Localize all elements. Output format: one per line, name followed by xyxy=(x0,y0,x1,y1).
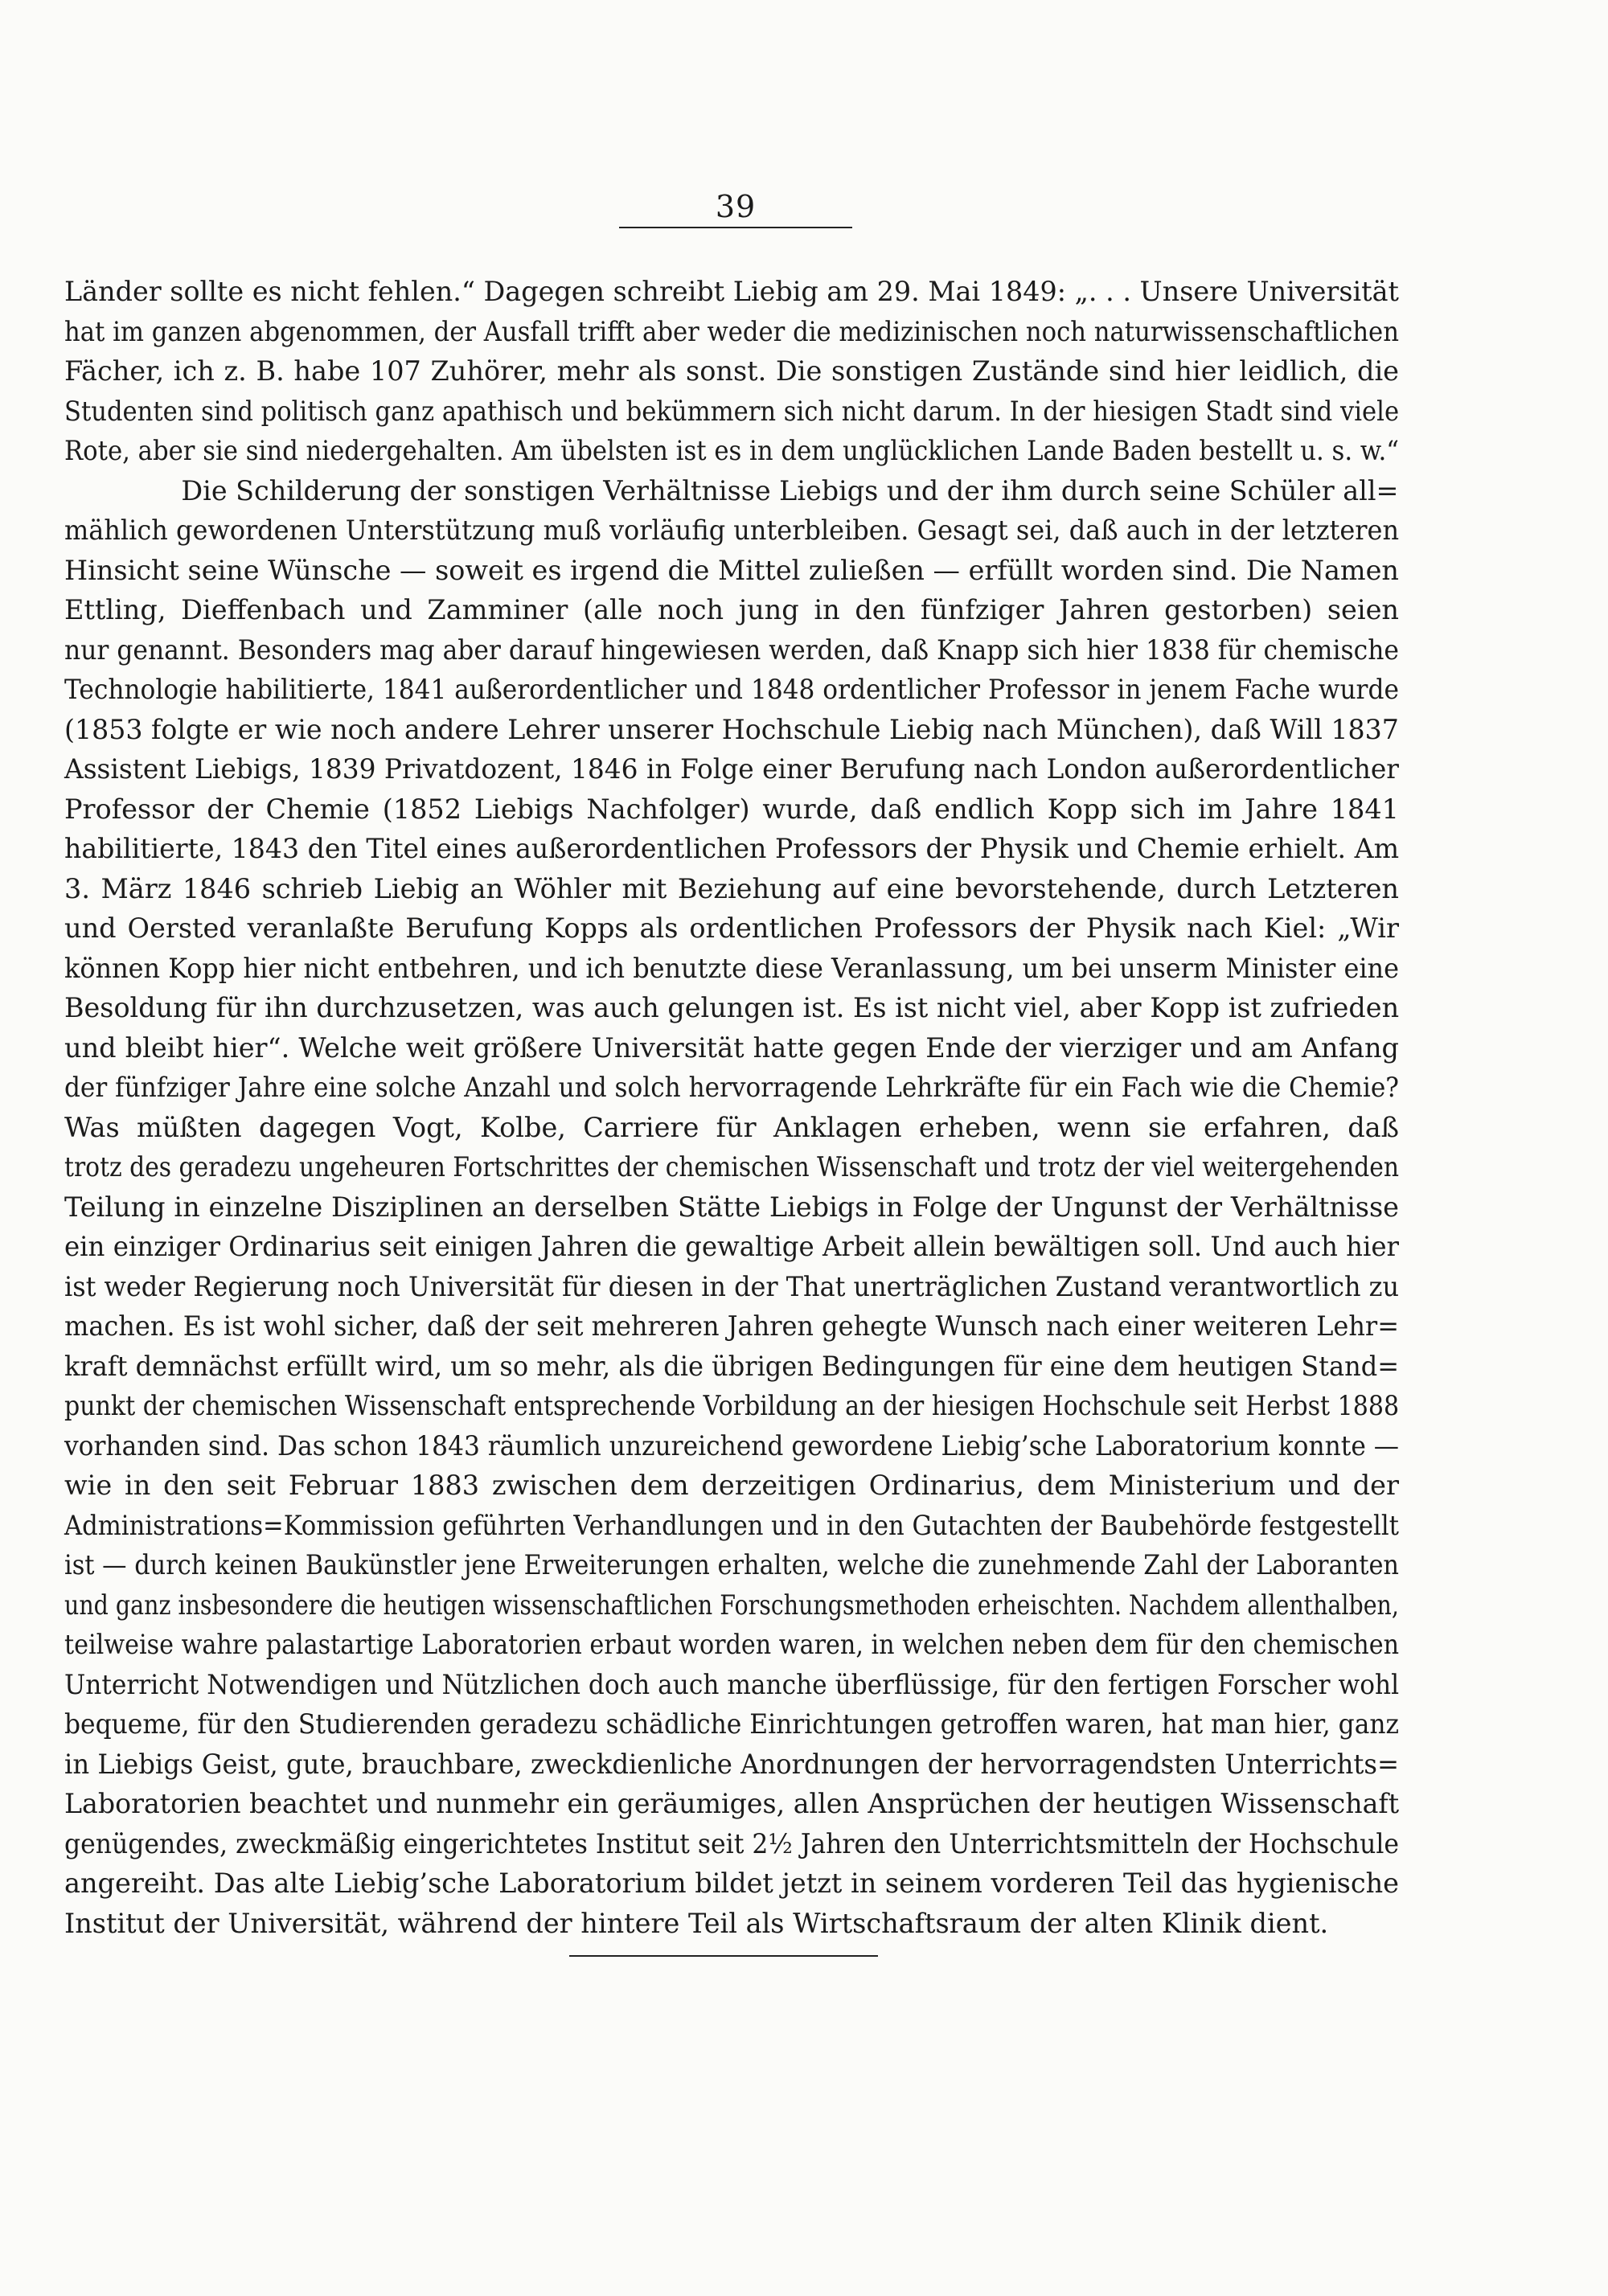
footer-rule xyxy=(569,1955,878,1957)
text-line: Länder sollte es nicht fehlen.“ Dagegen schreibt Liebig am 29. Mai 1849: „. . . Unsere Universität xyxy=(64,276,1399,307)
text-line: und Oersted veranlaßte Berufung Kopps als ordentlichen Professors der Physik nach Kiel: „Wir xyxy=(64,912,1399,944)
text-line: Die Schilderung der sonstigen Verhältnisse Liebigs und der ihm durch seine Schüler all= xyxy=(181,474,1399,506)
text-line: Teilung in einzelne Disziplinen an derselben Stätte Liebigs in Folge der Ungunst der Verhältnisse xyxy=(64,1191,1399,1223)
text-line: habilitierte, 1843 den Titel eines außerordentlichen Professors der Physik und Chemie erhielt. Am xyxy=(64,833,1400,864)
text-line: bequeme, für den Studierenden geradezu schädliche Einrichtungen getroffen waren, hat man hier, ganz xyxy=(64,1708,1400,1740)
text-line: der fünfziger Jahre eine solche Anzahl und solch hervorragende Lehrkräfte für ein Fach wie die Chemie? xyxy=(64,1072,1399,1103)
text-line: Rote, aber sie sind niedergehalten. Am übelsten ist es in dem unglücklichen Lande Baden bestellt u. s. w.“ xyxy=(64,435,1399,466)
text-line: kraft demnächst erfüllt wird, um so mehr, als die übrigen Bedingungen für eine dem heutigen Stand= xyxy=(64,1350,1400,1382)
text-line: Was müßten dagegen Vogt, Kolbe, Carriere für Anklagen erheben, wenn sie erfahren, daß xyxy=(64,1111,1399,1143)
text-line: Institut der Universität, während der hintere Teil als Wirtschaftsraum der alten Klinik dient. xyxy=(64,1907,1329,1939)
text-line: punkt der chemischen Wissenschaft entsprechende Vorbildung an der hiesigen Hochschule seit Herbst 1888 xyxy=(64,1390,1400,1421)
page-number: 39 xyxy=(715,189,757,224)
text-line: vorhanden sind. Das schon 1843 räumlich unzureichend gewordene Liebig’sche Laboratorium konnte — xyxy=(64,1429,1400,1462)
text-line: Fächer, ich z. B. habe 107 Zuhörer, mehr als sonst. Die sonstigen Zustände sind hier leidlich, die xyxy=(64,355,1399,387)
text-line: genügendes, zweckmäßig eingerichtetes Institut seit 2½ Jahren den Unterrichtsmitteln der Hochschule xyxy=(64,1827,1400,1859)
text-line: machen. Es ist wohl sicher, daß der seit mehreren Jahren gehegte Wunsch nach einer weiteren Lehr= xyxy=(64,1310,1400,1342)
text-line: (1853 folgte er wie noch andere Lehrer unserer Hochschule Liebig nach München), daß Will 1837 xyxy=(64,713,1399,745)
text-line: trotz des geradezu ungeheuren Fortschrittes der chemischen Wissenschaft und trotz der viel weitergehenden xyxy=(64,1151,1400,1183)
text-line: Unterricht Notwendigen und Nützlichen doch auch manche überflüssige, für den fertigen Forscher wohl xyxy=(64,1668,1400,1700)
header-rule xyxy=(619,227,852,228)
body-text xyxy=(64,272,1399,1943)
text-line: können Kopp hier nicht entbehren, und ich benutzte diese Veranlassung, um bei unserm Minister eine xyxy=(64,952,1399,984)
text-line: Studenten sind politisch ganz apathisch und bekümmern sich nicht darum. In der hiesigen Stadt sind viele xyxy=(64,395,1400,427)
text-line: Administrations=Kommission geführten Verhandlungen und in den Gutachten der Baubehörde festgestellt xyxy=(64,1509,1399,1541)
text-line: in Liebigs Geist, gute, brauchbare, zweckdienliche Anordnungen der hervorragendsten Unterrichts= xyxy=(64,1748,1400,1780)
text-line: wie in den seit Februar 1883 zwischen dem derzeitigen Ordinarius, dem Ministerium und der xyxy=(64,1470,1399,1501)
text-line: mählich gewordenen Unterstützung muß vorläufig unterbleiben. Gesagt sei, daß auch in der letzteren xyxy=(64,515,1400,546)
text-line: Professor der Chemie (1852 Liebigs Nachfolger) wurde, daß endlich Kopp sich im Jahre 1841 xyxy=(64,793,1399,825)
text-line: ein einziger Ordinarius seit einigen Jahren die gewaltige Arbeit allein bewältigen soll. Und auch hier xyxy=(64,1231,1400,1262)
text-line: Technologie habilitierte, 1841 außerordentlicher und 1848 ordentlicher Professor in jenem Fache wurde xyxy=(64,674,1399,705)
text-line: angereiht. Das alte Liebig’sche Laboratorium bildet jetzt in seinem vorderen Teil das hygienische xyxy=(64,1868,1399,1899)
text-line: ist weder Regierung noch Universität für diesen in der That unerträglichen Zustand verantwortlich zu xyxy=(64,1270,1400,1302)
text-line: Ettling, Dieffenbach und Zamminer (alle noch jung in den fünfziger Jahren gestorben) seien xyxy=(64,594,1399,625)
text-line: teilweise wahre palastartige Laboratorien erbaut worden waren, in welchen neben dem für den chemischen xyxy=(64,1629,1400,1660)
text-line: Hinsicht seine Wünsche — soweit es irgend die Mittel zuließen — erfüllt worden sind. Die Namen xyxy=(64,554,1399,586)
text-line: nur genannt. Besonders mag aber darauf hingewiesen werden, daß Knapp sich hier 1838 für chemische xyxy=(64,633,1399,666)
text-line: und ganz insbesondere die heutigen wissenschaftlichen Forschungsmethoden erheischten. Nachdem allenthalben, xyxy=(64,1589,1399,1621)
text-line: und bleibt hier“. Welche weit größere Universität hatte gegen Ende der vierziger und am Anfang xyxy=(64,1031,1399,1064)
text-line: hat im ganzen abgenommen, der Ausfall trifft aber weder die medizinischen noch naturwissenschaftlichen xyxy=(64,315,1399,347)
text-line: Besoldung für ihn durchzusetzen, was auch gelungen ist. Es ist nicht viel, aber Kopp ist zufrieden xyxy=(64,992,1400,1023)
text-line: Assistent Liebigs, 1839 Privatdozent, 1846 in Folge einer Berufung nach London außerordentlicher xyxy=(64,753,1399,785)
text-line: 3. März 1846 schrieb Liebig an Wöhler mit Beziehung auf eine bevorstehende, durch Letzteren xyxy=(64,872,1399,904)
text-line: Laboratorien beachtet und nunmehr ein geräumiges, allen Ansprüchen der heutigen Wissenschaft xyxy=(64,1788,1400,1819)
text-line: ist — durch keinen Baukünstler jene Erweiterungen erhalten, welche die zunehmende Zahl der Laboranten xyxy=(64,1549,1399,1581)
